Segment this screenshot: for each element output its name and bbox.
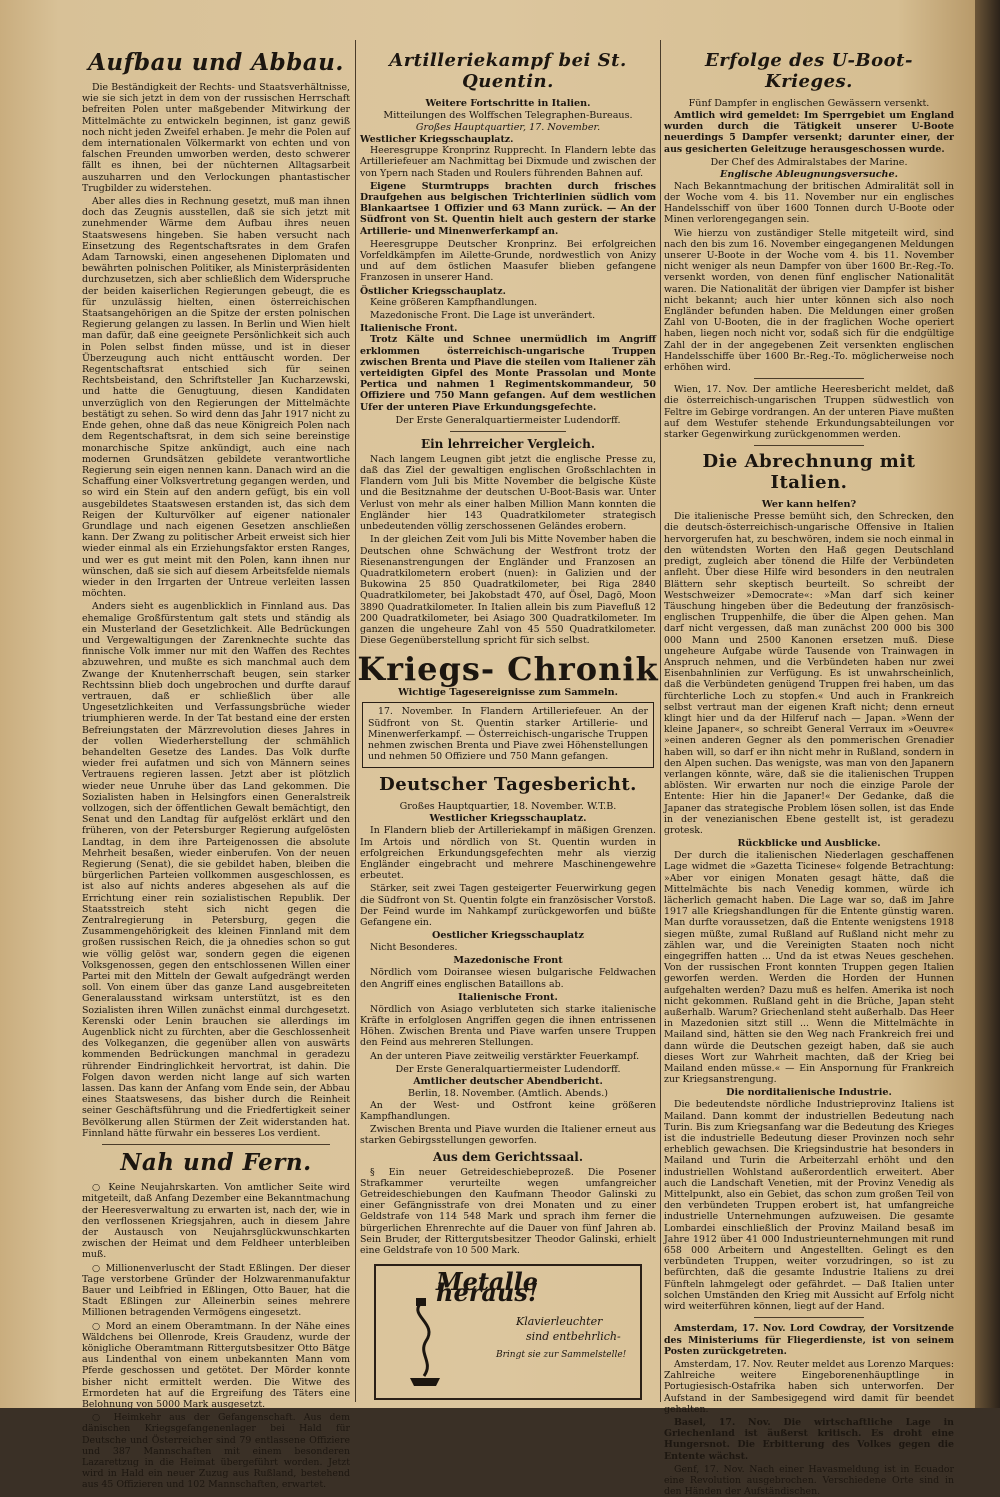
divider — [754, 1317, 864, 1318]
section-label: Italienische Front. — [458, 991, 558, 1003]
section-label: Amtlicher deutscher Abendbericht. — [413, 1075, 603, 1087]
signature: Der Erste Generalquartiermeister Ludendorff. — [395, 1063, 621, 1075]
chronik-title — [357, 650, 659, 689]
report-paragraph: Nördlich von Asiago verbluteten sich starke italienische Kräfte in erfolglosen Angriffen gegen die ihnen entrissenen Höhen. Zwischen Brenta und Piave warfen unsere Truppen den Feind aus mehreren Stellungen. — [360, 1003, 656, 1049]
report-paragraph: Heeresgruppe Deutscher Kronprinz. Bei erfolgreichen Vorfeldkämpfen im Ailette-Grunde, nordwestlich von Anizy und auf dem östlichen Maasufer blieben gefangene Franzosen in unserer Hand. — [360, 238, 656, 284]
signature: Der Erste Generalquartiermeister Ludendorff. — [395, 414, 621, 426]
column-rule — [355, 40, 356, 1402]
kriegs-chronik — [357, 650, 659, 699]
report-paragraph: Trotz Kälte und Schnee unermüdlich im Angriff erklommen österreichisch-ungarische Truppen zwischen Brenta und Piave die steilen vom Italiener zäh verteidigten Gipfel des Monte Prassolan und Monte Pertica und nahmen 1 Regimentskommandeur, 50 Offiziere und 750 Mann gefangen. Auf dem westlichen Ufer der unteren Piave Erkundungsgefechte. — [360, 334, 656, 413]
report-paragraph: Keine größeren Kampfhandlungen. — [370, 296, 538, 308]
section-label: Östlicher Kriegsschauplatz. — [360, 285, 506, 297]
page-edge — [975, 0, 1000, 1408]
headline-abrechnung: Die Abrechnung mit Italien. — [702, 451, 916, 494]
section-label: Mazedonische Front — [453, 955, 563, 967]
report-paragraph: Eigene Sturmtrupps brachten durch frisches Draufgehen aus belgischen Trichterlinien südlich vom Blankaartsee 1 Offizier und 63 Mann zurück. — An der Südfront von St. Quentin hielt auch gestern der starke Artillerie- und Minenwerferkampf an. — [360, 180, 656, 237]
headline-u-boot: Erfolge des U-Boot-Krieges. — [705, 50, 913, 92]
ad-title: Metalle heraus! — [436, 1267, 539, 1308]
subheadline: Weitere Fortschritte in Italien. — [425, 98, 591, 109]
headline-tagesbericht: Deutscher Tagesbericht. — [379, 774, 637, 796]
signature: Der Chef des Admiralstabes der Marine. — [710, 156, 908, 168]
headline-nah-und-fern: Nah und Fern. — [120, 1149, 312, 1177]
subheadline: Englische Ableugnungsversuche. — [720, 168, 898, 180]
divider — [754, 445, 864, 446]
chronik-text: 17. November. In Flandern Artilleriefeuer. An der Südfront von St. Quentin starker Artillerie- und Minenwerferkampf. — Österreichisch-ungarische Truppen nehmen zwischen Brenta und Piave zwei Höhenstellungen und nehmen 50 Offiziere und 750 Mann gefangen. — [368, 706, 648, 763]
ad-text: Bringt sie zur Sammelstelle! — [496, 1350, 627, 1361]
report-paragraph: In Flandern blieb der Artilleriekampf in mäßigen Grenzen. Im Artois und nördlich von St. Quentin wurden in erfolgreichen Erkundungsgefechten mehr als vierzig Engländer eingebracht und mehrere Maschinengewehre erbeutet. — [360, 825, 656, 882]
news-item: ○ Heimkehr aus der Gefangenschaft. Aus dem dänischen Kriegsgefangenenlager bei Hald für Deutsche und Österreicher sind 79 entlassene Offiziere und 387 Mannschaften mit einem besonderen Lazarettzug in die Heimat übergeführt worden. Jetzt wird in Hald ein neuer Zuzug aus Rußland, bestehend aus 45 Offizieren und 102 Mannschaften, erwartet. — [82, 1412, 350, 1491]
report-paragraph: An der West- und Ostfront keine größeren Kampfhandlungen. — [360, 1099, 656, 1122]
headline-artilleriekampf: Artilleriekampf bei St. Quentin. — [389, 50, 627, 92]
article-paragraph: In der gleichen Zeit vom Juli bis Mitte November haben die Deutschen ohne Schwächung der Westfront trotz der Riesenanstrengungen der Engländer und Franzosen an Quadratkilometern erobert (nuen): in Galizien und der Bukowina 25 850 Quadratkilometer, bei Riga 2840 Quadratkilometer, bei Jakobstadt 470, auf Ösel, Dagö, Moon 3890 Quadratkilometer. In Italien allein bis zum Piavefluß 12 200 Quadratkilometer, bei Asiago 300 Quadratkilometer. Im ganzen die ungeheure Zahl von 45 550 Quadratkilometer. Diese Gegenüberstellung spricht für sich selbst. — [360, 534, 656, 647]
article-paragraph: Anders sieht es augenblicklich in Finnland aus. Das ehemalige Großfürstentum galt stets und ständig als ein Musterland der Gesetzlichkeit. Alle Bedrückungen und Vergewaltigungen der Zarenknechte suchte das finnische Volk immer nur mit den Waffen des Rechtes abzuwehren, und mußte es sich manchmal auch dem Zwange der Knutenherrschaft beugen, sein starker Rechtssinn blieb doch ungebrochen und durfte darauf vertrauen, daß er schließlich über alle Ungesetzlichkeiten und Verfassungsbrüche wieder triumphieren werde. In der Tat bestand eine der ersten Befreiungstaten der Märzrevolution dieses Jahres in der vollen Wiederherstellung der schmählich behandelten Gesetze des Landes. Das Volk durfte wieder frei aufatmen und sich von Männern seines Vertrauens regieren lassen. Jetzt aber ist plötzlich wieder neue Unruhe über das Land gekommen. Die Sozialisten haben in Helsingfors einen Generalstreik vollzogen, sich der öffentlichen Gewalt bemächtigt, den Senat und den Landtag für aufgelöst erklärt und den früheren, von der Petersburger Regierung aufgelösten Landtag, in dem ihre Parteigenossen die absolute Mehrheit besaßen, wieder einberufen. Von der neuen Regierung (Senat), die sie gebildet haben, bleiben die bürgerlichen Parteien vollkommen ausgeschlossen, es ist also auf nichts anderes abgesehen als auf die Errichtung einer rein sozialistischen Republik. Der Staatsstreich steht sich nicht gegen die Zentralregierung in Petersburg, gegen die Zusammengehörigkeit des kleinen Finnland mit dem großen russischen Reich, die ja ohnedies schon so gut wie völlig gelöst war, sondern gegen die eigenen Volksgenossen, gegen den entschlossenen Willen einer Partei mit den Mitteln der Gewalt aufgedrängt werden soll. Von einem über das ganze Land ausgebreiteten Generalausstand wirksam unterstützt, ist es den Sozialisten ihren Willen zunächst einmal durchgesetzt. Kerenski oder Lenin brauchen sie allerdings im Augenblick nicht zu fürchten, aber die Geschlossenheit des Volkeganzen, die gegenüber allen von auswärts kommenden Bedrückungen manchmal in geradezu rührender Eindringlichkeit hervortrat, ist dahin. Die Folgen davon werden nicht lange auf sich warten lassen. Das kann der Anfang vom Ende sein, der Abbau eines Staatswesens, das bisher durch die Reinheit seiner Geschäftsführung und die Friedfertigkeit seiner Bevölkerung allen Stürmen der Zeit widerstanden hat. Finnland hätte fürwahr ein besseres Los verdient. — [82, 601, 350, 1139]
article-paragraph: § Ein neuer Getreideschiebeprozeß. Die Posener Strafkammer verurteilte wegen umfangreicher Getreideschiebungen den Kaufmann Theodor Galinski zu einer Gefängnisstrafe von drei Monaten und zu einer Geldstrafe von 114 548 Mark und sprach ihm ferner die bürgerlichen Ehrenrechte auf die Dauer von fünf Jahren ab. Sein Bruder, der Rittergutsbesitzer Theodor Galinski, erhielt eine Geldstrafe von 10 500 Mark. — [360, 1166, 656, 1257]
headline-aufbau: Aufbau und Abbau. — [88, 49, 344, 76]
article-paragraph: Nach langem Leugnen gibt jetzt die englische Presse zu, daß das Ziel der gewaltigen englischen Großschlachten in Flandern vom Juli bis Mitte November die belgische Küste und die Besitznahme der deutschen U-Boot-Basis war. Unter Verlust von mehr als einer halben Million Mann konnten die Engländer hier 143 Quadratkilometer strategisch unbedeutenden völlig zerschossenen Geländes erobern. — [360, 453, 656, 533]
advertisement-metalle — [374, 1264, 642, 1400]
report-paragraph: Heeresgruppe Kronprinz Rupprecht. In Flandern lebte das Artilleriefeuer am Nachmittag bei Dixmude und zwischen der von Ypern nach Staden und Roulers führenden Bahnen auf. — [360, 145, 656, 179]
headline-gerichtssaal: Aus dem Gerichtssaal. — [432, 1149, 583, 1164]
chronik-title-part: Kriegs- — [357, 650, 496, 689]
divider — [102, 1144, 330, 1145]
section-label: Oestlicher Kriegsschauplatz — [431, 930, 584, 942]
section-label: Italienische Front. — [360, 323, 458, 335]
column-left — [82, 48, 350, 1491]
news-item: ○ Keine Neujahrskarten. Von amtlicher Seite wird mitgeteilt, daß Anfang Dezember eine Bekanntmachung der Heeresverwaltung zu erwarten ist, nach der, wie in den verflossenen Kriegsjahren, auch in diesem Jahre der Austausch von Neujahrsglückwunschkarten zwischen der Heimat und dem Feldheer unterbleiben muß. — [82, 1182, 350, 1261]
divider — [754, 378, 864, 379]
chronik-title-part: Chronik — [507, 650, 659, 689]
article-paragraph: Der durch die italienischen Niederlagen geschaffenen Lage widmet die »Gazetta Ticinese« folgende Betrachtung: »Aber vor einigen Monaten gesagt hätte, daß die Mittelmächte bis nach Venedig kommen, würde ich lächerlich gemacht haben. Die Lage war so, daß im Jahre 1917 alle Kriegshandlungen für die Entente günstig waren. Man durfte voraussetzen, daß die Entente wenigstens 1918 siegen müßte, zumal Rußland auf Rußland nicht mehr zu zählen war, und die Vereinigten Staaten noch nicht eingegriffen hatten ... Und da ist etwas Neues geschehen. Von der russischen Front konnten Truppen gegen Italien geworfen werden. Werden die Horden der Hunnen aufgehalten werden? Dazu muß es helfen. Amerika ist noch nicht gekommen. Rußland geht in die Brüche, Japan steht außerhalb. Warum? Griechenland steht außerhalb. Das Heer in Mazedonien sitzt still ... Wenn die Mittelmächte in Mailand sind, hätten sie den Weg nach Frankreich frei und dann würde die Deutschen gezeigt haben, daß sie auch dieses Wort zur Wahrheit machten, daß der Krieg bei Mailand enden müsse.« — Ein Anspornung für Frankreich zur Kriegsanstrengung. — [664, 850, 954, 1086]
article-paragraph: Wie hierzu von zuständiger Stelle mitgeteilt wird, sind nach den bis zum 16. November eingegangenen Meldungen unserer U-Boote in der Woche vom 4. bis 11. November nicht weniger als neun Dampfer von über 1600 Br.-Reg.-To. versenkt worden, von denen fünf englischer Nationalität waren. Die Nationalität der übrigen vier Dampfer ist bisher nicht bekannt; auch hier unter können sich also noch Engländer befunden haben. Die Meldungen einer großen Zahl von U-Booten, die in der fraglichen Woche operiert haben, liegen noch nicht vor, sodaß sich für die endgültige Zahl der in der angegebenen Zeit versenkten englischen Handelsschiffe über 1600 Br.-Reg.-To. möglicherweise noch erhöhen wird. — [664, 227, 954, 374]
ad-text: sind entbehrlich- — [526, 1330, 621, 1344]
dateline: Berlin, 18. November. (Amtlich. Abends.) — [407, 1087, 609, 1099]
report-paragraph: Nicht Besonderes. — [370, 942, 458, 954]
article-paragraph: Die bedeutendste nördliche Industrieprovinz Italiens ist Mailand. Dann kommt der industriellen Bedeutung nach Turin. Bis zum Kriegsanfang war die Bedeutung des Krieges ist die industrielle Bedeutung dieser Provinzen noch sehr erheblich gewachsen. Die Kriegsindustrie hat besonders in Mailand und Turin die Arbeiterzahl erhöht und den industriellen Wohlstand außerordentlich erweitert. Aber auch die Landschaft Venetien, mit der Provinz Venedig als Mittelpunkt, also ein Gebiet, das schon zum großen Teil von den verbündeten Truppen erobert ist, hat umfangreiche industrielle Unternehmungen aufzuweisen. Die gesamte Lombardei einschließlich der Provinz Mailand besaß im Jahre 1912 über 41 000 Industrieunternehmungen mit rund 658 000 Arbeitern und Angestellten. Gelingt es den verbündeten Truppen, weiter vorzudringen, so ist zu befürchten, daß die gesamte Industrie Italiens zu drei Fünfteln lahmgelegt oder gefährdet. — Daß Italien unter solchen Umständen den Krieg mit Aussicht auf Erfolg nicht wird weiterführen können, liegt auf der Hand. — [664, 1099, 954, 1313]
dateline: Großes Hauptquartier, 17. November. — [415, 122, 601, 133]
report-paragraph: Mazedonische Front. Die Lage ist unverändert. — [370, 310, 596, 322]
news-item: Wien, 17. Nov. Der amtliche Heeresbericht meldet, daß die österreichisch-ungarischen Truppen südwestlich von Feltre im Gebirge vordrangen. An der unteren Piave mußten auf dem Westufer stehende Erkundungsabteilungen vor starker Gegenwirkung zurückgenommen werden. — [664, 384, 954, 441]
ad-text: Klavierleuchter — [516, 1315, 603, 1329]
news-item: ○ Mord an einem Oberamtmann. In der Nähe eines Wäldchens bei Ollenrode, Kreis Graudenz, wurde der königliche Oberamtmann Rittergutsbesitzer Otto Bätge aus Lindenthal von einem unbekannten Mann vom Pferde geschossen und getötet. Der Mörder konnte bisher nicht ermittelt werden. Die Witwe des Ermordeten hat auf die Ergreifung des Täters eine Belohnung von 5000 Mark ausgesetzt. — [82, 1320, 350, 1410]
report-paragraph: An der unteren Piave zeitweilig verstärkter Feuerkampf. — [370, 1050, 640, 1062]
subheadline: Die norditalienische Industrie. — [726, 1087, 892, 1099]
report-paragraph: Nördlich vom Doiransee wiesen bulgarische Feldwachen den Angriff eines englischen Bataillons ab. — [360, 967, 656, 990]
subheadline: Mitteilungen des Wolffschen Telegraphen-Bureaus. — [383, 110, 633, 121]
article-paragraph: Nach Bekanntmachung der britischen Admiralität soll in der Woche vom 4. bis 11. November nur ein englisches Handelsschiff von über 1600 Tonnen durch U-Boote oder Minen verlorengegangen sein. — [664, 180, 954, 226]
news-item: Basel, 17. Nov. Die wirtschaftliche Lage in Griechenland ist äußerst kritisch. Es droht eine Hungersnot. Die Erbitterung des Volkes gegen die Entente wächst. — [664, 1416, 954, 1462]
article-paragraph: Die Beständigkeit der Rechts- und Staatsverhältnisse, wie sie sich jetzt in dem von der russischen Herrschaft befreiten Polen unter maßgebender Mitwirkung der Mittelmächte zu entwickeln beginnen, ist ganz gewiß noch nicht jeden Zweifel erhaben. Je mehr die Polen auf dem internationalen Völkermarkt von echten und von falschen Freunden umworben werden, desto schwerer fällt es ihnen, bei der nüchternen Alltagsarbeit auszuharren und den Verlockungen phantastischer Trugbilder zu widerstehen. — [82, 82, 350, 194]
news-item: Amsterdam, 17. Nov. Lord Cowdray, der Vorsitzende des Ministeriums für Fliegerdienste, ist von seinem Posten zurückgetreten. — [664, 1323, 954, 1357]
chronik-subtitle: Wichtige Tagesereignisse zum Sammeln. — [398, 687, 618, 699]
chronik-box — [362, 702, 654, 768]
article-paragraph: Aber alles dies in Rechnung gesetzt, muß man ihnen doch das Zeugnis ausstellen, daß sie sich jetzt mit zunehmender Wärme dem Aufbau ihres neuen Staatswesens hingeben. Sie haben versucht nach Einsetzung des Regentschaftsrates in dem Grafen Adam Tarnowski, einen angesehenen Diplomaten und bewährten polnischen Politiker, als Ministerpräsidenten durchzusetzen, sich aber schließlich dem Widerspruche der beiden kaiserlichen Regierungen gebeugt, die es für unzulässig hielten, einen österreichischen Staatsangehörigen an die Spitze der ersten polnischen Regierung gelangen zu lassen. In Berlin und Wien hielt man dafür, daß eine geeignete Persönlichkeit sich auch in Polen selbst finden müsse, und ist in dieser Überzeugung auch nicht enttäuscht worden. Der Regentschaftsrat entschied sich für seinen Rechtsbeistand, den Schriftsteller Jan Kucharzewski, und hatte die Genugtuung, diesen Kandidaten unverzüglich von den Regierungen der Mittelmächte bestätigt zu sehen. So wird denn das Jahr 1917 nicht zu Ende gehen, ohne daß das neue Königreich Polen nach dem Regentschaftsrat, in dem sich seine bereinstige monarchische Spitze ankündigt, auch eine nach modernen Grundsätzen gebildete verantwortliche Regierung sein eigen nennen kann. Danach wird an die Schaffung einer Volksvertretung gegangen werden, und so wird ein Stein auf den andern gefügt, bis ein voll ausgebildetes Staatswesen erstanden ist, das sich dem Reigen der Kulturvölker auf eigener nationaler Grundlage und nach eigenen Gesetzen anschließen kann. Der Zwang zu politischer Arbeit erweist sich hier wieder einmal als ein Erziehungsfaktor ersten Ranges, und wer es gut meint mit den Polen, kann ihnen nur wünschen, daß sie sich auf diesem Arbeitsfelde niemals wieder in den Irrgarten der Untreue verleiten lassen möchten. — [82, 196, 350, 600]
section-label: Westlicher Kriegsschauplatz. — [429, 813, 587, 825]
report-paragraph: Stärker, seit zwei Tagen gesteigerter Feuerwirkung gegen die Südfront von St. Quentin folgte ein französischer Vorstoß. Der Feind wurde im Nahkampf zurückgeworfen und büßte Gefangene ein. — [360, 883, 656, 928]
subheadline: Rückblicke und Ausblicke. — [737, 838, 881, 850]
divider — [450, 431, 566, 432]
column-rule — [660, 40, 661, 1402]
headline-vergleich: Ein lehrreicher Vergleich. — [420, 436, 596, 451]
article-paragraph: Die italienische Presse bemüht sich, den Schrecken, den die deutsch-österreichisch-ungarische Offensive in Italien hervorgerufen hat, zu beschwören, indem sie noch einmal in den wütendsten Worten den Haß gegen Deutschland predigt, zugleich aber tönend die Hilfe der Verbündeten anfleht. Über diese Hilfe wird besonders in den neutralen Blättern sehr skeptisch beurteilt. So schreibt der Westschweizer »Democrate«: »Man darf sich keiner Täuschung hingeben über die Bedeutung der französisch-englischen Truppenhilfe, die über die Alpen gehen. Man darf nicht vergessen, daß man zunächst 200 000 bis 300 000 Mann und 2500 Kanonen ersetzen muß. Diese ungeheure Aufgabe würde Tausende von Trainwagen in Anspruch nehmen, und die Verbündeten haben nur zwei Eisenbahnlinien zur Verfügung. Es ist unwahrscheinlich, daß die Verbündeten genügend Truppen frei haben, um das fürchterliche Loch zu stopfen.« Und auch in Frankreich selbst vertraut man der eigenen Kraft nicht; denn erneut klingt hier und da der Hilferuf nach — Japan. »Wenn der kleine Japaner«, so schreibt General Verraux im »Oeuvre« »einen anderen Gegner als den pommerischen Grenadier haben will, so darf er ihn nicht mehr in Rußland, sondern in den Alpen suchen. Das wenigste, was man von den Japanern verlangen könnte, wäre, daß sie die italienischen Truppen ablösten. Wir erwarten nur noch die einzige Parole der Entente: Hier hin die Japaner!« Der Gedanke, daß die Japaner das strategische Problem lösen sollen, ist das Ende in der venezianischen Ebene gestellt ist, ist geradezu grotesk. — [664, 511, 954, 836]
news-item: Genf, 17. Nov. Nach einer Havasmeldung ist in Ecuador eine Revolution ausgebrochen. Verschiedene Orte sind in den Händen der Aufständischen. — [664, 1463, 954, 1497]
section-label: Westlicher Kriegsschauplatz. — [360, 134, 514, 145]
article-paragraph: Amtlich wird gemeldet: Im Sperrgebiet um England wurden durch die Tätigkeit unserer U-Boote neuerdings 5 Dampfer versenkt; darunter einer, der aus gesicherten Geleitzuge herausgeschossen wurde. — [664, 110, 954, 155]
candlestick-icon — [390, 1296, 460, 1391]
news-item: Amsterdam, 17. Nov. Reuter meldet aus Lorenzo Marques: Zahlreiche weitere Eingeborenenhäuptlinge in Portugiesisch-Ostafrika haben sich unterworfen. Der Aufstand in der Sambesigegend wird damit für beendet gehalten. — [664, 1358, 954, 1415]
report-paragraph: Zwischen Brenta und Piave wurden die Italiener erneut aus starken Gebirgsstellungen geworfen. — [360, 1124, 656, 1147]
column-right — [664, 48, 954, 1497]
column-middle — [357, 48, 659, 1394]
dateline: Großes Hauptquartier, 18. November. W.T.B. — [399, 801, 617, 813]
subheadline: Fünf Dampfer in englischen Gewässern versenkt. — [688, 98, 930, 109]
subheadline: Wer kann helfen? — [761, 499, 857, 511]
news-item: ○ Millionenverluscht der Stadt Eßlingen. Der dieser Tage verstorbene Gründer der Holzwarenmanufaktur Bauer und Leibfried in Eßlingen, Otto Bauer, hat die Stadt Eßlingen zur Alleinerbin seines mehrere Millionen betragenden Vermögens eingesetzt. — [82, 1262, 350, 1319]
